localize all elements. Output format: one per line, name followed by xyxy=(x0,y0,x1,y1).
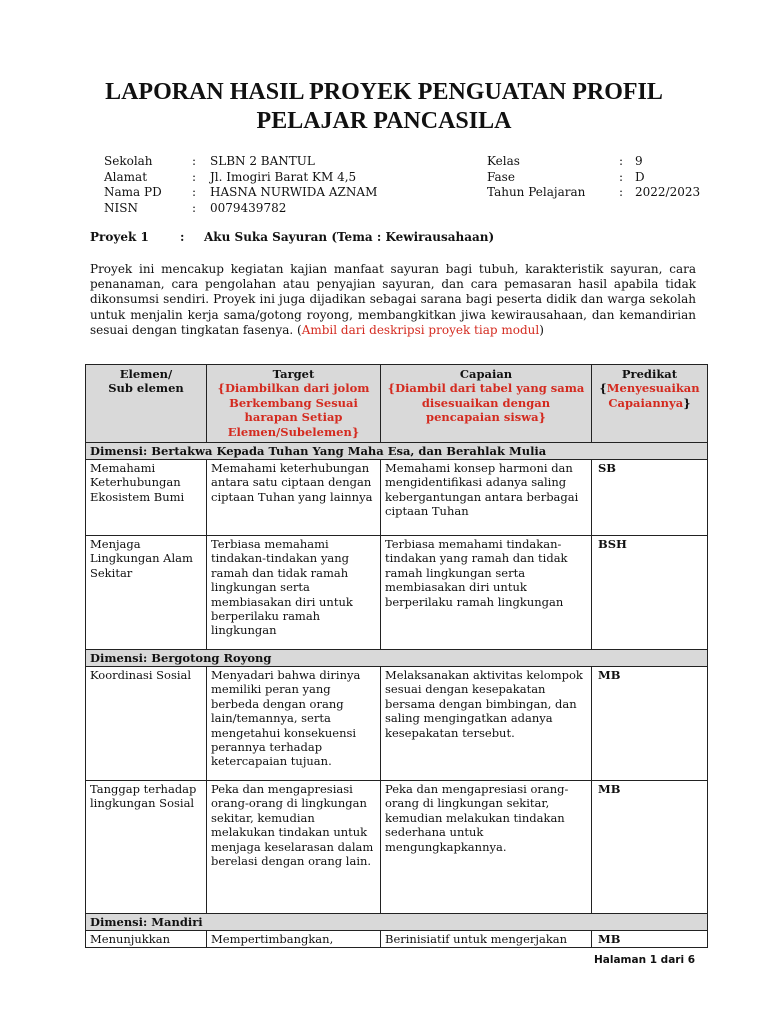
predikat-note-text: Menyesuaikan Capaiannya xyxy=(606,381,700,410)
header-predikat-note xyxy=(596,381,703,410)
info-label: Nama PD xyxy=(104,185,162,199)
info-separator: : xyxy=(192,200,197,215)
cell-target: Memahami keterhubungan antara satu ciptaan dengan ciptaan Tuhan yang lainnya xyxy=(207,460,381,536)
info-separator: : xyxy=(619,185,624,199)
info-value: Jl. Imogiri Barat KM 4,5 xyxy=(210,169,357,184)
cell-target: Mempertimbangkan, xyxy=(207,931,381,948)
cell-capaian: Melaksanakan aktivitas kelompok sesuai dengan kesepakatan bersama dengan bimbingan, dan saling mengingatkan adanya kesepakatan tersebut. xyxy=(381,667,592,781)
cell-elemen: Menjaga Lingkungan Alam Sekitar xyxy=(86,536,207,650)
description-note-close: ) xyxy=(539,322,544,337)
cell-predikat: MB xyxy=(592,931,708,948)
student-info-left xyxy=(104,154,377,216)
info-separator: : xyxy=(192,154,197,168)
info-row-fase xyxy=(487,170,700,186)
header-target-label: Target xyxy=(272,367,315,381)
info-label: Tahun Pelajaran xyxy=(487,185,586,199)
info-row-kelas xyxy=(487,154,700,170)
info-separator: : xyxy=(619,169,624,184)
info-label: Fase xyxy=(487,169,515,184)
predikat-note-open: { xyxy=(599,381,607,396)
student-info-right xyxy=(487,154,700,201)
report-title xyxy=(0,78,768,136)
project-label: Proyek 1 xyxy=(90,230,149,244)
cell-predikat: MB xyxy=(592,781,708,914)
info-separator: : xyxy=(192,169,197,184)
header-elemen-line1: Elemen/ xyxy=(119,367,173,381)
info-label: Sekolah xyxy=(104,154,153,168)
header-target xyxy=(207,365,381,443)
header-capaian xyxy=(381,365,592,443)
cell-capaian: Terbiasa memahami tindakan-tindakan yang ramah dan tidak ramah lingkungan serta membiasakan diri untuk berperilaku ramah lingkungan xyxy=(381,536,592,650)
info-label: Alamat xyxy=(104,169,148,184)
header-predikat xyxy=(592,365,708,443)
dimension-row xyxy=(86,650,708,667)
info-value: HASNA NURWIDA AZNAM xyxy=(210,185,378,199)
table-header-row xyxy=(86,365,708,443)
assessment-table xyxy=(85,364,708,948)
cell-capaian: Berinisiatif untuk mengerjakan xyxy=(381,931,592,948)
cell-predikat: BSH xyxy=(592,536,708,650)
project-description xyxy=(90,262,696,338)
info-separator: : xyxy=(619,154,624,168)
cell-elemen: Tanggap terhadap lingkungan Sosial xyxy=(86,781,207,914)
cell-capaian: Peka dan mengapresiasi orang-orang di lingkungan sekitar, kemudian melakukan tindakan sederhana untuk mengungkapkannya. xyxy=(381,781,592,914)
header-target-note: {Diambilkan dari jolom Berkembang Sesuai harapan Setiap Elemen/Subelemen} xyxy=(217,381,370,439)
cell-capaian: Memahami konsep harmoni dan mengidentifikasi adanya saling kebergantungan antara berbagai ciptaan Tuhan xyxy=(381,460,592,536)
cell-elemen: Koordinasi Sosial xyxy=(86,667,207,781)
dimension-title: Dimensi: Bertakwa Kepada Tuhan Yang Maha Esa, dan Berahlak Mulia xyxy=(86,443,708,460)
cell-predikat: SB xyxy=(592,460,708,536)
info-row-nama-pd xyxy=(104,185,377,201)
info-row-sekolah xyxy=(104,154,377,170)
info-label: Kelas xyxy=(487,154,520,168)
dimension-row xyxy=(86,914,708,931)
table-row xyxy=(86,667,708,781)
info-row-tahun-pelajaran xyxy=(487,185,700,201)
description-note: Ambil dari deskripsi proyek tiap modul xyxy=(301,322,540,337)
dimension-title: Dimensi: Bergotong Royong xyxy=(86,650,708,667)
dimension-title: Dimensi: Mandiri xyxy=(86,914,708,931)
header-elemen xyxy=(86,365,207,443)
info-value: 2022/2023 xyxy=(635,185,701,199)
description-text: Proyek ini mencakup kegiatan kajian manfaat sayuran bagi tubuh, karakteristik sayuran, cara penanaman, cara pengolahan atau penyajian sayuran, dan cara pemasaran hasil apabila tidak dikonsumsi sendiri. Proyek ini juga dijadikan sebagai sarana bagi peserta didik dan warga sekolah untuk menjalin kerja sama/gotong royong, membangkitkan jiwa kewirausahaan, dan kemandirian sesuai dengan tingkatan fasenya. xyxy=(90,262,696,337)
info-row-nisn xyxy=(104,201,377,217)
header-capaian-note: {Diambil dari tabel yang sama disesuaikan dengan pencapaian siswa} xyxy=(387,381,585,425)
description-note-open: ( xyxy=(297,322,302,337)
cell-predikat: MB xyxy=(592,667,708,781)
info-value: SLBN 2 BANTUL xyxy=(210,154,315,168)
info-row-alamat xyxy=(104,170,377,186)
info-value: D xyxy=(635,169,645,184)
table-row xyxy=(86,781,708,914)
cell-elemen: Menunjukkan xyxy=(86,931,207,948)
header-predikat-label: Predikat xyxy=(621,367,678,381)
info-value: 0079439782 xyxy=(210,200,287,215)
report-title-line1: LAPORAN HASIL PROYEK PENGUATAN PROFIL xyxy=(105,79,663,105)
dimension-row xyxy=(86,443,708,460)
header-capaian-label: Capaian xyxy=(459,367,513,381)
info-separator: : xyxy=(192,185,197,199)
cell-target: Terbiasa memahami tindakan-tindakan yang ramah dan tidak ramah lingkungan serta membiasakan diri untuk berperilaku ramah lingkungan xyxy=(207,536,381,650)
project-separator: : xyxy=(180,230,185,244)
cell-elemen: Memahami Keterhubungan Ekosistem Bumi xyxy=(86,460,207,536)
info-label: NISN xyxy=(104,200,138,215)
table-row xyxy=(86,931,708,948)
cell-target: Menyadari bahwa dirinya memiliki peran yang berbeda dengan orang lain/temannya, serta mengetahui konsekuensi perannya terhadap ketercapaian tujuan. xyxy=(207,667,381,781)
project-heading xyxy=(90,230,494,244)
project-title: Aku Suka Sayuran (Tema : Kewirausahaan) xyxy=(204,230,495,244)
table-row xyxy=(86,460,708,536)
cell-target: Peka dan mengapresiasi orang-orang di lingkungan sekitar, kemudian melakukan tindakan untuk menjaga keselarasan dalam berelasi dengan orang lain. xyxy=(207,781,381,914)
page-number: Halaman 1 dari 6 xyxy=(594,954,696,966)
report-title-line2: PELAJAR PANCASILA xyxy=(256,108,512,134)
predikat-note-close: } xyxy=(683,395,691,410)
table-row xyxy=(86,536,708,650)
header-elemen-line2: Sub elemen xyxy=(108,381,184,396)
info-value: 9 xyxy=(635,154,643,168)
